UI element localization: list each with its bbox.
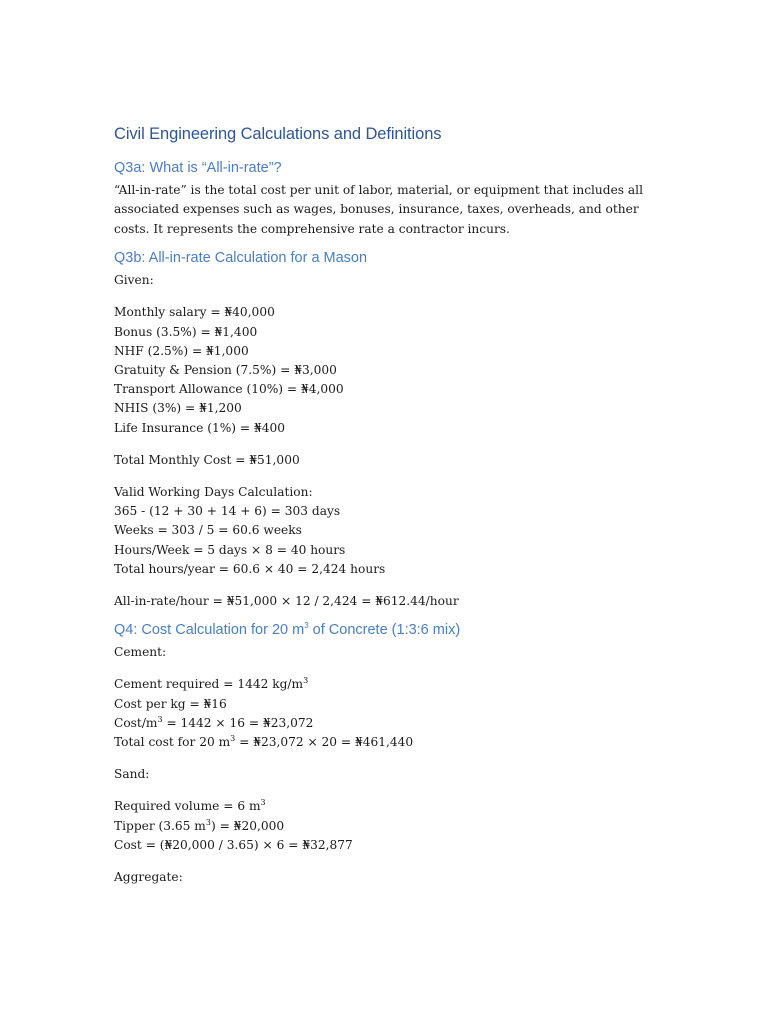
cement-total-cost <box>114 733 674 752</box>
cement-total-prefix: Total cost for 20 m <box>114 735 231 750</box>
cement-list <box>114 675 674 752</box>
sand-tipper-sup: 3 <box>205 817 211 827</box>
q4-heading-suffix: of Concrete (1:3:6 mix) <box>308 622 461 639</box>
aggregate-label: Aggregate: <box>114 870 183 885</box>
q3b-given-label: Given: <box>114 273 154 288</box>
given-item-gratuity: Gratuity & Pension (7.5%) = ₦3,000 <box>114 363 337 378</box>
working-days-item: Weeks = 303 / 5 = 60.6 weeks <box>114 523 302 538</box>
given-item-transport: Transport Allowance (10%) = ₦4,000 <box>114 382 344 397</box>
working-days-item: Hours/Week = 5 days × 8 = 40 hours <box>114 542 346 557</box>
document-title: Civil Engineering Calculations and Definitions <box>114 125 442 143</box>
document-page <box>114 120 674 887</box>
q3b-given-list <box>114 303 674 437</box>
sand-tipper <box>114 817 674 836</box>
sand-volume-sup: 3 <box>260 798 266 808</box>
cement-required-text: Cement required = 1442 kg/m <box>114 677 304 692</box>
given-item-bonus: Bonus (3.5%) = ₦1,400 <box>114 324 258 339</box>
cement-cost-per-kg: Cost per kg = ₦16 <box>114 696 227 711</box>
cement-total-suffix: = ₦23,072 × 20 = ₦461,440 <box>235 735 414 750</box>
sand-label: Sand: <box>114 767 150 782</box>
q3a-paragraph: “All-in-rate” is the total cost per unit of labor, material, or equipment that includes all associated expenses such as wages, bonuses, insurance, taxes, overheads, and other costs. It represents the comprehensive rate a contractor incurs. <box>114 183 643 236</box>
working-days-item: Total hours/year = 60.6 × 40 = 2,424 hours <box>114 561 386 576</box>
all-in-rate-result: All-in-rate/hour = ₦51,000 × 12 / 2,424 = ₦612.44/hour <box>114 594 459 609</box>
cement-required <box>114 675 674 694</box>
q3b-heading: Q3b: All-in-rate Calculation for a Mason <box>114 250 368 267</box>
given-item-salary: Monthly salary = ₦40,000 <box>114 305 275 320</box>
cement-required-sup: 3 <box>303 676 309 686</box>
sand-tipper-suffix: ) = ₦20,000 <box>210 818 285 833</box>
sand-volume <box>114 797 674 816</box>
q3a-heading: Q3a: What is “All-in-rate”? <box>114 160 282 176</box>
given-item-nhis: NHIS (3%) = ₦1,200 <box>114 401 242 416</box>
cement-cost-m3-suffix: = 1442 × 16 = ₦23,072 <box>162 715 314 730</box>
sand-volume-text: Required volume = 6 m <box>114 799 261 814</box>
sand-tipper-prefix: Tipper (3.65 m <box>114 818 206 833</box>
given-item-insurance: Life Insurance (1%) = ₦400 <box>114 420 286 435</box>
sand-list <box>114 797 674 855</box>
cement-cost-m3-sup: 3 <box>157 714 163 724</box>
working-days-label: Valid Working Days Calculation: <box>114 485 313 500</box>
total-monthly-cost: Total Monthly Cost = ₦51,000 <box>114 452 300 467</box>
working-days-item: 365 - (12 + 30 + 14 + 6) = 303 days <box>114 504 341 519</box>
cement-total-sup: 3 <box>230 734 236 744</box>
cement-cost-per-m3 <box>114 714 674 733</box>
q4-heading-sup: 3 <box>304 621 309 631</box>
given-item-nhf: NHF (2.5%) = ₦1,000 <box>114 343 249 358</box>
sand-cost: Cost = (₦20,000 / 3.65) × 6 = ₦32,877 <box>114 837 353 852</box>
cement-label: Cement: <box>114 645 167 660</box>
working-days-list <box>114 502 674 579</box>
q4-heading <box>114 618 674 643</box>
cement-cost-m3-prefix: Cost/m <box>114 715 158 730</box>
q4-heading-prefix: Q4: Cost Calculation for 20 m <box>114 622 305 639</box>
